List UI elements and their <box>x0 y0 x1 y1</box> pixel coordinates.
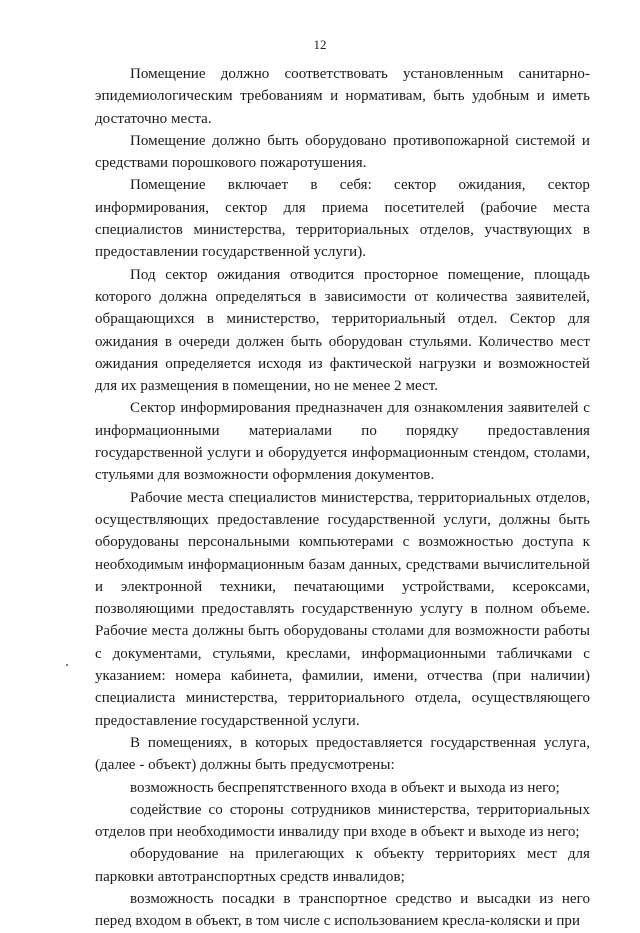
page-number: 12 <box>313 37 327 52</box>
paragraph: возможность беспрепятственного входа в объект и выхода из него; <box>130 779 560 796</box>
paragraph: Под сектор ожидания отводится просторное помещение, площадь которого должна определяться в зависимости от количества заявителей, обращающихся в министерство, территориальный отдел. Сектор для ожидания в очереди должен быть оборудован стульями. Количество мест ожидания определяется исходя из фактической нагрузки и возможностей для их размещения в помещении, но не менее 2 мест. <box>95 266 590 395</box>
document-body <box>95 63 590 933</box>
margin-mark <box>66 664 68 666</box>
paragraph: В помещениях, в которых предоставляется государственная услуга, (далее - объект) должны быть предусмотрены: <box>95 734 590 774</box>
paragraph: Сектор информирования предназначен для ознакомления заявителей с информационными материалами по порядку предоставления государственной услуги и оборудуется информационным стендом, столами, стульями для возможности оформления документов. <box>95 400 590 484</box>
paragraph: Помещение должно быть оборудовано противопожарной системой и средствами порошкового пожаротушения. <box>95 132 590 172</box>
paragraph: возможность посадки в транспортное средство и высадки из него перед входом в объект, в том числе с использованием кресла-коляски и при <box>95 890 590 930</box>
paragraph: Рабочие места специалистов министерства, территориальных отделов, осуществляющих предоставление государственной услуги, должны быть оборудованы персональными компьютерами с возможностью доступа к необходимым информационным базам данных, средствами вычислительной и электронной техники, печатающими устройствами, ксероксами, позволяющими предоставлять государственную услугу в полном объеме. Рабочие места должны быть оборудованы столами для возможности работы с документами, стульями, креслами, информационными табличками с указанием: номера кабинета, фамилии, имени, отчества (при наличии) специалиста министерства, территориального отдела, осуществляющего предоставление государственной услуги. <box>95 489 590 729</box>
paragraph: Помещение включает в себя: сектор ожидания, сектор информирования, сектор для приема посетителей (рабочие места специалистов министерства, территориальных отделов, участвующих в предоставлении государственной услуги). <box>95 177 590 261</box>
paragraph: Помещение должно соответствовать установленным санитарно-эпидемиологическим требованиям и нормативам, быть удобным и иметь достаточно места. <box>95 66 590 127</box>
paragraph: оборудование на прилегающих к объекту территориях мест для парковки автотранспортных средств инвалидов; <box>95 846 590 885</box>
paragraph: содействие со стороны сотрудников министерства, территориальных отделов при необходимости инвалиду при входе в объект и выходе из него; <box>95 801 590 841</box>
